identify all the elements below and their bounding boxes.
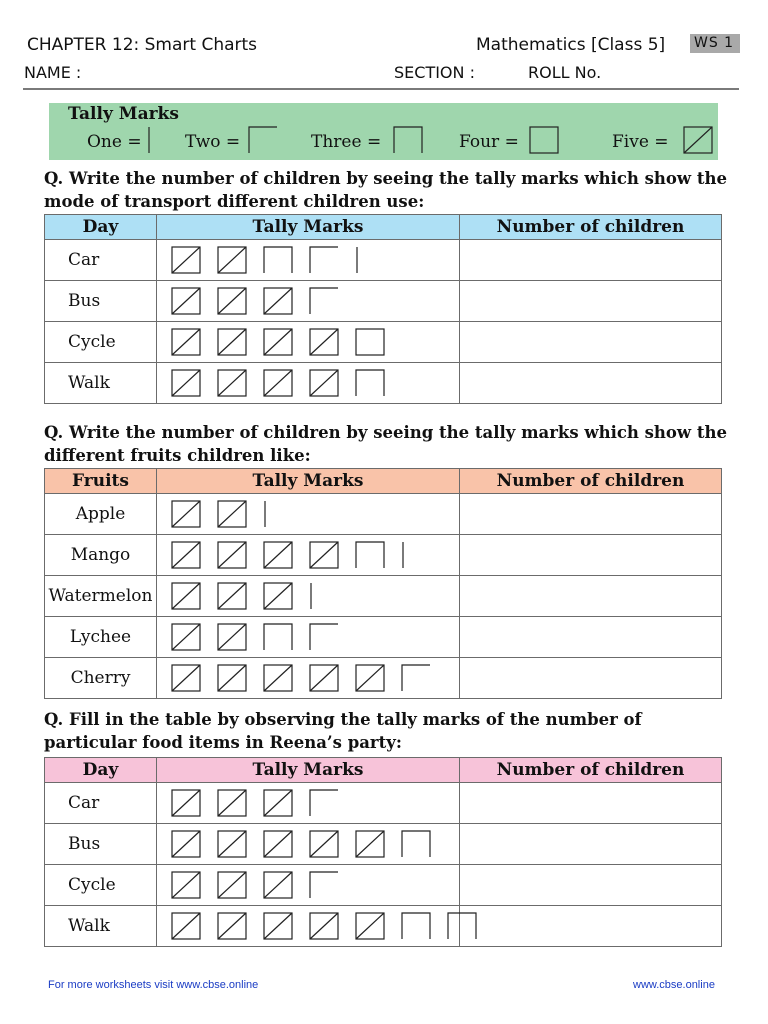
- tally-5-icon: [171, 287, 201, 315]
- tally-three-icon: [393, 126, 423, 158]
- tally-mark-icon: [309, 664, 339, 692]
- tally-mark-icon: [171, 871, 201, 899]
- tally-5-icon: [171, 789, 201, 817]
- tally-5-icon: [217, 830, 247, 858]
- tally-mark-icon: [263, 912, 293, 940]
- answer-cell[interactable]: [460, 906, 722, 947]
- worksheet-badge: WS 1: [690, 34, 740, 53]
- tally-mark-icon: [355, 246, 359, 274]
- tally-5-icon: [355, 912, 385, 940]
- table-row: [45, 783, 722, 824]
- tally-3-icon: [401, 830, 431, 858]
- legend-one: [87, 127, 151, 157]
- tally-mark-icon: [171, 500, 201, 528]
- tally-two-icon: [248, 126, 278, 158]
- tally-mark-icon: [171, 789, 201, 817]
- tally-cell: [157, 363, 460, 404]
- row-label: Bus: [45, 281, 157, 322]
- tally-1-icon: [401, 541, 405, 569]
- tally-5-icon: [171, 830, 201, 858]
- tally-mark-icon: [309, 328, 339, 356]
- tally-mark-icon: [355, 912, 385, 940]
- party-table: [44, 757, 722, 947]
- tally-cell: [157, 576, 460, 617]
- question-3: Q. Fill in the table by observing the tally marks of the number of particular food items in Reena’s party:: [44, 710, 642, 752]
- tally-1-icon: [309, 582, 313, 610]
- tally-mark-icon: [171, 582, 201, 610]
- column-header: Number of children: [460, 469, 722, 494]
- tally-mark-icon: [309, 871, 339, 899]
- tally-mark-icon: [171, 912, 201, 940]
- row-label: Bus: [45, 824, 157, 865]
- row-label: Car: [45, 240, 157, 281]
- row-label: Apple: [45, 494, 157, 535]
- tally-mark-icon: [355, 830, 385, 858]
- tally-3-icon: [263, 246, 293, 274]
- roll-label: ROLL No.: [528, 63, 602, 82]
- table-header-row: [45, 215, 722, 240]
- table-row: [45, 658, 722, 699]
- tally-mark-icon: [401, 664, 431, 692]
- tally-5-icon: [171, 541, 201, 569]
- tally-mark-icon: [217, 871, 247, 899]
- tally-5-icon: [171, 623, 201, 651]
- tally-mark-icon: [217, 246, 247, 274]
- answer-cell[interactable]: [460, 363, 722, 404]
- tally-5-icon: [217, 541, 247, 569]
- table-row: [45, 617, 722, 658]
- tally-mark-icon: [309, 287, 339, 315]
- answer-cell[interactable]: [460, 576, 722, 617]
- legend-two: [185, 127, 278, 157]
- tally-5-icon: [355, 830, 385, 858]
- table-row: [45, 865, 722, 906]
- tally-mark-icon: [309, 623, 339, 651]
- table-header-row: [45, 758, 722, 783]
- answer-cell[interactable]: [460, 281, 722, 322]
- tally-mark-icon: [309, 246, 339, 274]
- tally-5-icon: [309, 328, 339, 356]
- tally-mark-icon: [263, 500, 267, 528]
- tally-mark-icon: [171, 287, 201, 315]
- tally-5-icon: [263, 369, 293, 397]
- tally-4-icon: [355, 328, 385, 356]
- row-label: Walk: [45, 363, 157, 404]
- tally-mark-icon: [309, 789, 339, 817]
- tally-5-icon: [171, 871, 201, 899]
- tally-5-icon: [263, 912, 293, 940]
- tally-2-icon: [401, 664, 431, 692]
- tally-mark-icon: [217, 582, 247, 610]
- table-row: [45, 576, 722, 617]
- tally-5-icon: [263, 541, 293, 569]
- tally-2-icon: [248, 126, 278, 154]
- row-label: Lychee: [45, 617, 157, 658]
- tally-5-icon: [171, 500, 201, 528]
- tally-cell: [157, 617, 460, 658]
- footer-link-right[interactable]: www.cbse.online: [633, 979, 715, 991]
- tally-5-icon: [171, 246, 201, 274]
- answer-cell[interactable]: [460, 617, 722, 658]
- tally-cell: [157, 783, 460, 824]
- tally-2-icon: [309, 246, 339, 274]
- tally-cell: [157, 658, 460, 699]
- fruits-table: [44, 468, 722, 699]
- column-header: Tally Marks: [157, 215, 460, 240]
- tally-mark-icon: [217, 369, 247, 397]
- tally-mark-icon: [263, 830, 293, 858]
- tally-cell: [157, 494, 460, 535]
- tally-5-icon: [217, 623, 247, 651]
- tally-mark-icon: [355, 541, 385, 569]
- table-row: [45, 824, 722, 865]
- tally-5-icon: [263, 789, 293, 817]
- tally-5-icon: [171, 369, 201, 397]
- answer-cell[interactable]: [460, 783, 722, 824]
- tally-one-icon: [147, 126, 151, 158]
- tally-mark-icon: [263, 287, 293, 315]
- tally-5-icon: [217, 871, 247, 899]
- tally-cell: [157, 906, 460, 947]
- tally-mark-icon: [355, 369, 385, 397]
- tally-mark-icon: [309, 541, 339, 569]
- tally-cell: [157, 240, 460, 281]
- column-header: Day: [45, 215, 157, 240]
- tally-5-icon: [263, 582, 293, 610]
- column-header: Day: [45, 758, 157, 783]
- tally-5-icon: [355, 664, 385, 692]
- table-row: [45, 494, 722, 535]
- tally-mark-icon: [171, 623, 201, 651]
- tally-2-icon: [309, 623, 339, 651]
- tally-legend: [49, 103, 718, 160]
- header-rule: [23, 88, 739, 90]
- tally-5-icon: [309, 912, 339, 940]
- tally-mark-icon: [171, 328, 201, 356]
- tally-2-icon: [309, 871, 339, 899]
- table-row: [45, 322, 722, 363]
- tally-four-icon: [529, 126, 559, 158]
- tally-mark-icon: [171, 664, 201, 692]
- row-label: Cycle: [45, 322, 157, 363]
- tally-mark-icon: [263, 541, 293, 569]
- table-row: [45, 535, 722, 576]
- tally-mark-icon: [217, 789, 247, 817]
- column-header: Fruits: [45, 469, 157, 494]
- tally-mark-icon: [217, 830, 247, 858]
- section-label: SECTION :: [394, 63, 475, 82]
- tally-3-icon: [393, 126, 423, 154]
- tally-mark-icon: [309, 912, 339, 940]
- tally-mark-icon: [171, 830, 201, 858]
- tally-5-icon: [171, 328, 201, 356]
- tally-mark-icon: [401, 541, 405, 569]
- tally-mark-icon: [309, 830, 339, 858]
- tally-5-icon: [217, 664, 247, 692]
- tally-mark-icon: [263, 623, 293, 651]
- legend-three: [311, 127, 423, 157]
- table-header-row: [45, 469, 722, 494]
- table-row: [45, 240, 722, 281]
- tally-5-icon: [263, 830, 293, 858]
- column-header: Tally Marks: [157, 758, 460, 783]
- tally-3-icon: [263, 623, 293, 651]
- tally-5-icon: [309, 369, 339, 397]
- transport-table: [44, 214, 722, 404]
- tally-1-icon: [263, 500, 267, 528]
- answer-cell[interactable]: [460, 824, 722, 865]
- tally-mark-icon: [263, 664, 293, 692]
- answer-cell[interactable]: [460, 240, 722, 281]
- tally-mark-icon: [263, 871, 293, 899]
- answer-cell[interactable]: [460, 535, 722, 576]
- legend-five: [612, 127, 713, 157]
- tally-cell: [157, 535, 460, 576]
- tally-mark-icon: [355, 664, 385, 692]
- tally-cell: [157, 824, 460, 865]
- tally-mark-icon: [401, 830, 431, 858]
- legend-label: Five =: [612, 132, 669, 152]
- tally-1-icon: [355, 246, 359, 274]
- legend-label: One =: [87, 132, 142, 152]
- row-label: Cycle: [45, 865, 157, 906]
- tally-5-icon: [217, 369, 247, 397]
- tally-5-icon: [263, 328, 293, 356]
- tally-5-icon: [309, 541, 339, 569]
- chapter-title: CHAPTER 12: Smart Charts: [27, 35, 258, 55]
- tally-mark-icon: [217, 912, 247, 940]
- tally-5-icon: [217, 582, 247, 610]
- legend-four: [459, 127, 559, 157]
- tally-5-icon: [263, 664, 293, 692]
- tally-mark-icon: [263, 582, 293, 610]
- table-row: [45, 281, 722, 322]
- tally-mark-icon: [171, 246, 201, 274]
- tally-mark-icon: [309, 582, 313, 610]
- legend-label: Two =: [185, 132, 241, 152]
- tally-5-icon: [683, 126, 713, 154]
- tally-3-icon: [355, 369, 385, 397]
- table-row: [45, 363, 722, 404]
- footer-link-left[interactable]: For more worksheets visit www.cbse.online: [48, 979, 259, 991]
- tally-5-icon: [217, 500, 247, 528]
- tally-mark-icon: [171, 369, 201, 397]
- legend-label: Three =: [311, 132, 382, 152]
- tally-2-icon: [309, 789, 339, 817]
- tally-mark-icon: [171, 541, 201, 569]
- tally-3-icon: [447, 912, 477, 940]
- tally-cell: [157, 322, 460, 363]
- tally-mark-icon: [217, 500, 247, 528]
- tally-5-icon: [217, 912, 247, 940]
- subject-title: Mathematics [Class 5]: [476, 35, 666, 55]
- tally-mark-icon: [217, 664, 247, 692]
- tally-5-icon: [217, 246, 247, 274]
- tally-3-icon: [355, 541, 385, 569]
- answer-cell[interactable]: [460, 322, 722, 363]
- question-2: Q. Write the number of children by seeing the tally marks which show the different fruits children like:: [44, 423, 727, 465]
- tally-mark-icon: [309, 369, 339, 397]
- table-row: [45, 906, 722, 947]
- row-label: Walk: [45, 906, 157, 947]
- tally-3-icon: [401, 912, 431, 940]
- row-label: Cherry: [45, 658, 157, 699]
- answer-cell[interactable]: [460, 658, 722, 699]
- answer-cell[interactable]: [460, 865, 722, 906]
- tally-2-icon: [309, 287, 339, 315]
- tally-5-icon: [171, 664, 201, 692]
- legend-title: Tally Marks: [68, 104, 179, 124]
- tally-mark-icon: [263, 246, 293, 274]
- tally-cell: [157, 281, 460, 322]
- tally-5-icon: [309, 664, 339, 692]
- tally-mark-icon: [447, 912, 477, 940]
- tally-mark-icon: [217, 328, 247, 356]
- tally-5-icon: [217, 789, 247, 817]
- tally-cell: [157, 865, 460, 906]
- tally-mark-icon: [263, 369, 293, 397]
- column-header: Tally Marks: [157, 469, 460, 494]
- tally-5-icon: [217, 287, 247, 315]
- row-label: Watermelon: [45, 576, 157, 617]
- tally-5-icon: [263, 287, 293, 315]
- tally-five-icon: [683, 126, 713, 158]
- column-header: Number of children: [460, 758, 722, 783]
- row-label: Mango: [45, 535, 157, 576]
- column-header: Number of children: [460, 215, 722, 240]
- tally-5-icon: [309, 830, 339, 858]
- tally-mark-icon: [217, 287, 247, 315]
- tally-mark-icon: [263, 789, 293, 817]
- tally-5-icon: [263, 871, 293, 899]
- question-1: Q. Write the number of children by seeing the tally marks which show the mode of transport different children use:: [44, 169, 727, 211]
- name-label: NAME :: [24, 63, 82, 82]
- answer-cell[interactable]: [460, 494, 722, 535]
- tally-mark-icon: [355, 328, 385, 356]
- tally-5-icon: [217, 328, 247, 356]
- tally-mark-icon: [217, 541, 247, 569]
- tally-mark-icon: [263, 328, 293, 356]
- tally-5-icon: [171, 582, 201, 610]
- tally-5-icon: [171, 912, 201, 940]
- tally-4-icon: [529, 126, 559, 154]
- row-label: Car: [45, 783, 157, 824]
- tally-mark-icon: [401, 912, 431, 940]
- legend-label: Four =: [459, 132, 519, 152]
- tally-1-icon: [147, 126, 151, 154]
- tally-mark-icon: [217, 623, 247, 651]
